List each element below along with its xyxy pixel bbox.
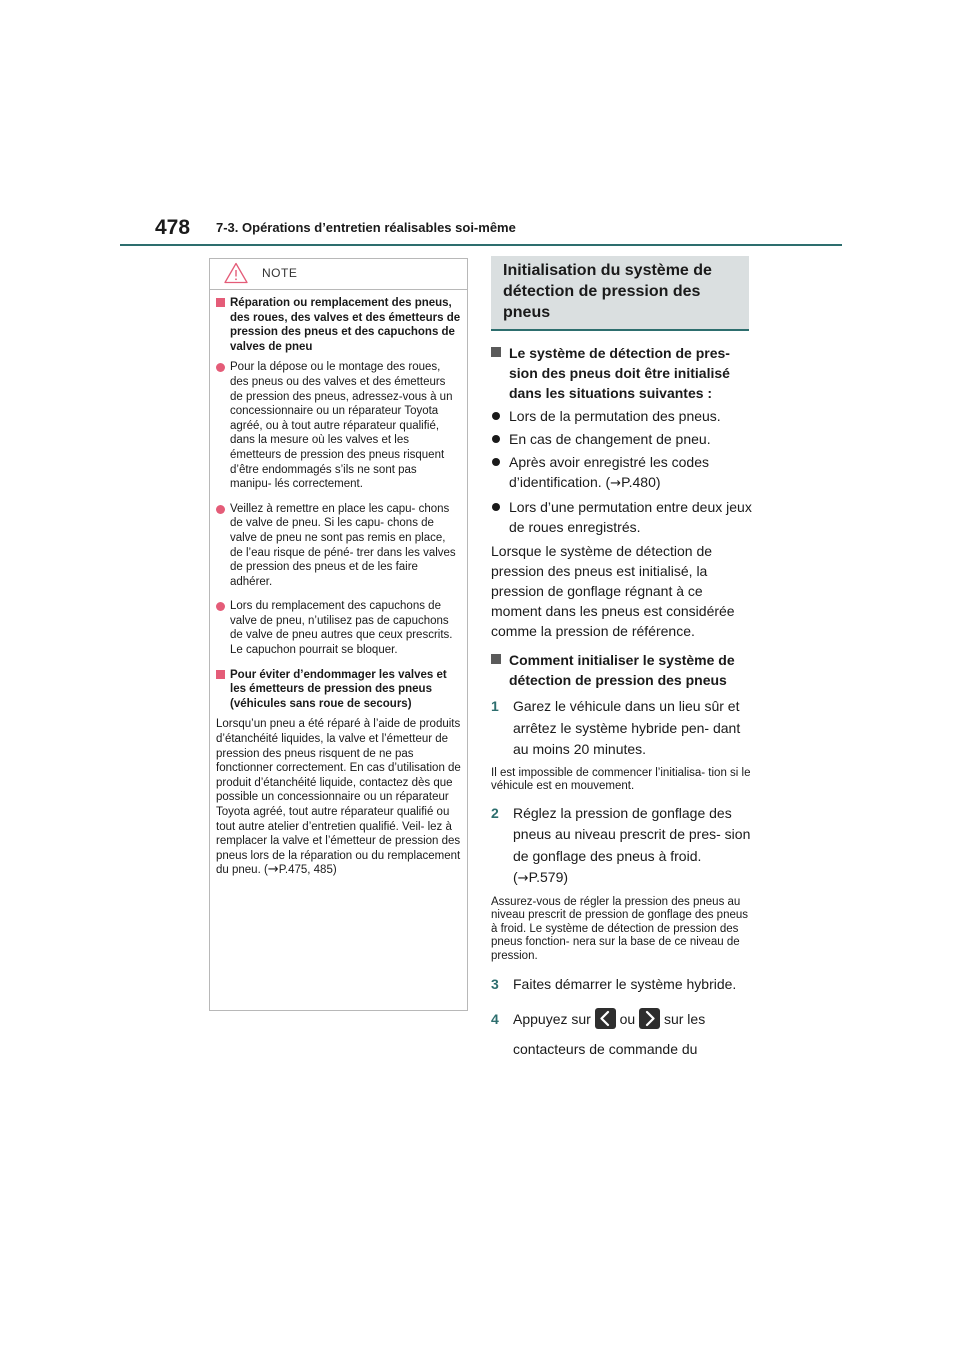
circle-bullet xyxy=(216,363,225,372)
step-1-text: Garez le véhicule dans un lieu sûr et arrêtez le système hybride pen- dant au moins 20 minutes. xyxy=(513,698,741,757)
note-paragraph-ref[interactable]: P.475, 485) xyxy=(278,864,337,877)
step-2 xyxy=(491,803,753,890)
square-bullet xyxy=(216,670,225,679)
step-3-text: Faites démarrer le système hybride. xyxy=(513,975,737,992)
list-item-text: Après avoir enregistré les codes d’identification. ( xyxy=(509,454,709,490)
note-bullet-replacement-text: Lors du remplacement des capuchons de valve de pneu, n’utilisez pas de capuchons de valve de pneu autres que ceux prescrits. xyxy=(230,600,453,642)
page-number: 478 xyxy=(155,216,191,239)
note-bullet-replacement xyxy=(216,599,461,657)
step-1 xyxy=(491,696,753,761)
list-item-text: En cas de changement de pneu. xyxy=(509,431,711,447)
dot-bullet xyxy=(492,435,500,443)
square-bullet xyxy=(216,298,225,307)
note-bullet-caps xyxy=(216,502,461,590)
page-ref-link[interactable]: P.480) xyxy=(621,474,661,490)
circle-bullet xyxy=(216,602,225,611)
step-number: 4 xyxy=(491,1011,499,1028)
arrow-right-icon: → xyxy=(267,862,279,878)
step-number: 3 xyxy=(491,975,499,992)
chevron-left-icon xyxy=(595,1008,616,1029)
step-4-text-c: contacteurs de commande du xyxy=(513,1041,698,1058)
square-bullet xyxy=(491,654,501,664)
section-heading: Initialisation du système de détection de pression des pneus xyxy=(491,256,749,331)
list-item xyxy=(491,497,753,537)
chevron-right-icon xyxy=(639,1008,660,1029)
paragraph-reference-pressure: Lorsque le système de détection de pression des pneus est initialisé, la pression de gonflage régnant à ce moment dans les pneus est considérée comme la pression de référence. xyxy=(491,543,735,639)
square-bullet xyxy=(491,347,501,357)
step-4 xyxy=(491,1004,753,1064)
list-item xyxy=(491,429,753,449)
list-item xyxy=(491,452,753,494)
note-bullet-caps-text: Veillez à remettre en place les capu- chons de valve de pneu. Si les capu- chons de valve de pneu ne sont pas remis en place, de l’eau risque de péné- trer dans les valves de pression des pneus et de les faire adhérer. xyxy=(230,502,456,588)
subheading-conditions-text: Le système de détection de pres- sion des pneus doit être initialisé dans les situations suivantes : xyxy=(509,345,730,401)
note-heading-damage-text: Pour éviter d’endommager les valves et les émetteurs de pression des pneus (véhicules sans roue de secours) xyxy=(230,668,447,710)
header-rule xyxy=(120,244,842,246)
note-body xyxy=(210,290,467,878)
note-paragraph xyxy=(216,717,461,878)
subheading-how-to xyxy=(491,650,753,690)
list-item-text: Lors d’une permutation entre deux jeux de roues enregistrés. xyxy=(509,499,752,535)
arrow-right-icon: → xyxy=(610,476,622,491)
note-box xyxy=(209,258,468,1011)
note-header xyxy=(210,259,467,290)
step-4-or: ou xyxy=(619,1011,636,1028)
note-heading-repair xyxy=(216,296,461,354)
list-item-text: Lors de la permutation des pneus. xyxy=(509,408,721,424)
note-bullet-replacement-line2: Le capuchon pourrait se bloquer. xyxy=(230,644,398,657)
step-number: 1 xyxy=(491,698,499,714)
step-4-text-a: Appuyez sur xyxy=(513,1011,591,1028)
subheading-how-to-text: Comment initialiser le système de détection de pression des pneus xyxy=(509,652,735,688)
page-ref-link[interactable]: P.579) xyxy=(528,869,569,886)
note-heading-damage xyxy=(216,668,461,712)
main-column xyxy=(491,256,753,1064)
note-label: NOTE xyxy=(262,266,298,280)
step-number: 2 xyxy=(491,804,499,821)
step-4-text-b: sur les xyxy=(663,1011,706,1028)
subheading-conditions xyxy=(491,343,753,403)
list-item xyxy=(491,406,753,426)
warning-icon xyxy=(224,262,248,284)
section-title: 7-3. Opérations d’entretien réalisables soi-même xyxy=(216,220,516,235)
step-2-ref-open: ( xyxy=(513,869,518,886)
note-heading-repair-text: Réparation ou remplacement des pneus, des roues, des valves et des émetteurs de pression des pneus et des capuchons de valves de pneu xyxy=(230,297,461,353)
step-1-note: Il est impossible de commencer l’initialisa- tion si le véhicule est en mouvement. xyxy=(491,766,751,793)
dot-bullet xyxy=(492,503,500,511)
step-2-note: Assurez-vous de régler la pression des pneus au niveau prescrit de pression de gonflage des pneus à froid. Le système de détection de pression des pneus fonction- nera sur la base de ce niveau de pression. xyxy=(491,895,749,963)
step-2-text: Réglez la pression de gonflage des pneus au niveau prescrit de pres- sion de gonflage des pneus à froid. xyxy=(513,804,751,864)
arrow-right-icon: → xyxy=(517,871,529,887)
note-paragraph-text: Lorsqu’un pneu a été réparé à l’aide de produits d’étanchéité liquides, la valve et l’émetteur de pression des pneus risquent de ne pas fonctionner correctement. En cas d’utilisation de produit d’étanchéité liquide, contactez dès que possible un concessionnaire ou un réparateur Toyota agréé, tout autre réparateur qualifié ou tout autre atelier d’entretien qualifié. Veil- lez à remplacer la valve et l’émetteur de pression des pneus lors de la réparation ou du remplacement du pneu. ( xyxy=(216,718,461,877)
step-3 xyxy=(491,974,753,996)
circle-bullet xyxy=(216,505,225,514)
note-bullet-mounting xyxy=(216,360,461,491)
note-bullet-mounting-text: Pour la dépose ou le montage des roues, des pneus ou des valves et des émetteurs de pression des pneus, adressez-vous à un concessionnaire ou un réparateur Toyota agréé, ou à tout autre réparateur qualifié, dans la mesure où les valves et les émetteurs de pression des pneus risquent d’être endommagés s’ils ne sont pas manipu- lés correctement. xyxy=(230,361,453,491)
dot-bullet xyxy=(492,458,500,466)
dot-bullet xyxy=(492,412,500,420)
